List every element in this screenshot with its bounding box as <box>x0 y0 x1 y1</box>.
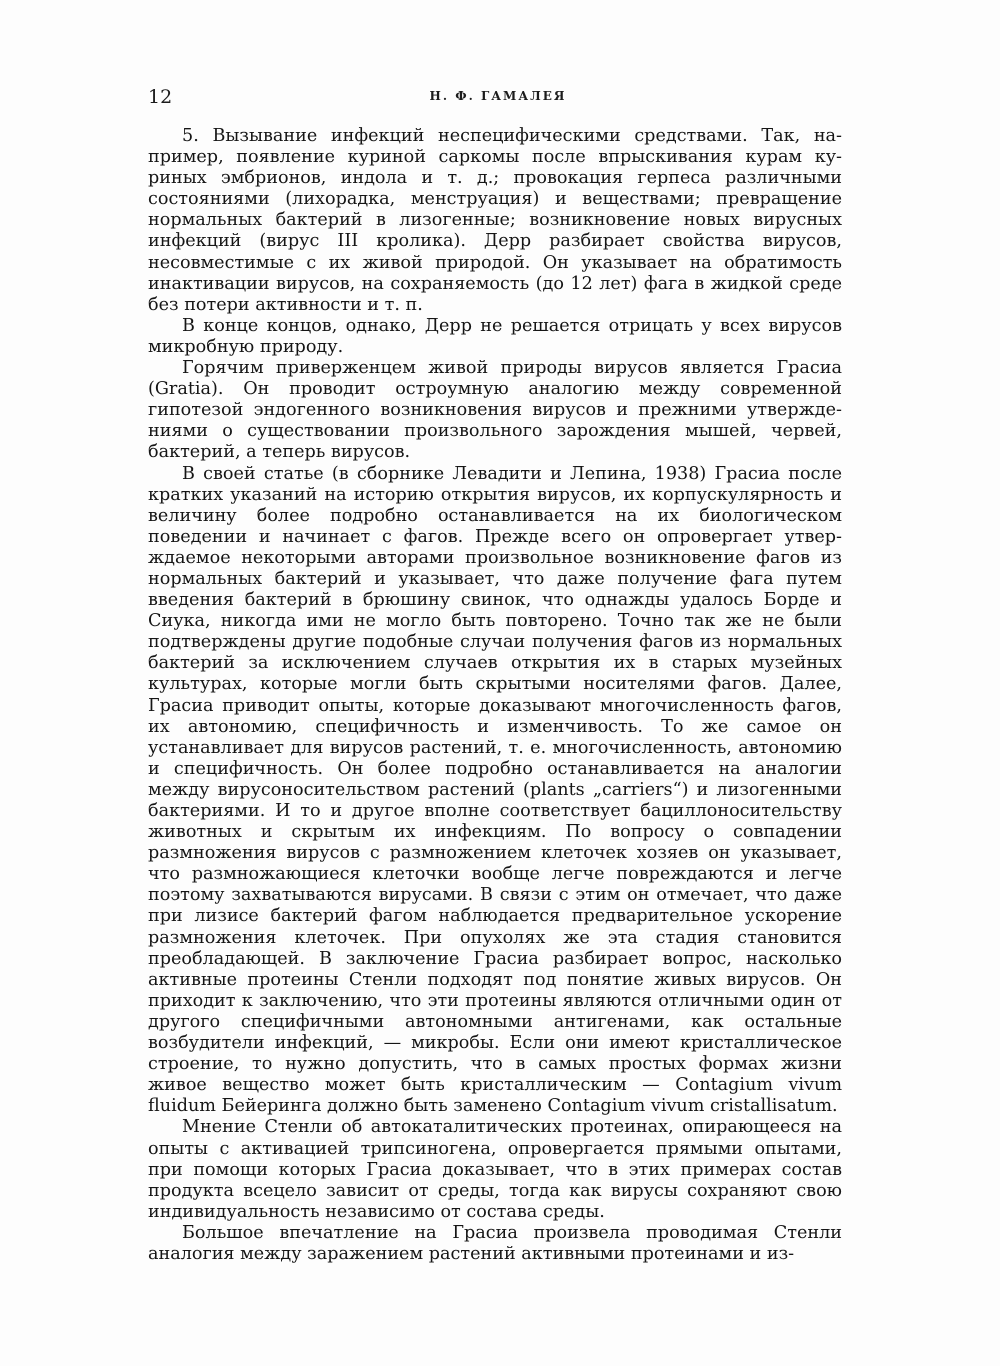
paragraph-6: Большое впечатление на Грасиа произвела проводимая Стенли аналогия между заражением растений активными протеинами и из- <box>148 1222 842 1264</box>
page-header <box>148 86 848 110</box>
paragraph-5: Мнение Стенли об автокаталитических протеинах, опирающееся на опыты с активацией трипсиногена, опровергается прямыми опытами, при помощи которых Грасиа доказывает, что в этих примерах состав продукта всецело зависит от среды, тогда как вирусы сохраняют свою индивидуальность независимо от состава среды. <box>148 1117 842 1222</box>
running-head: Н. Ф. ГАМАЛЕЯ <box>429 89 567 103</box>
body-text <box>148 126 842 1265</box>
paragraph-2: В конце концов, однако, Дерр не решается отрицать у всех вирусов микробную природу. <box>148 315 842 357</box>
paragraph-3: Горячим приверженцем живой природы вирусов является Грасиа (Gratia). Он проводит остроумную аналогию между современной гипотезой эндогенного возникновения вирусов и прежними утверждениями о существовании произвольного зарождения мышей, червей, бактерий, а теперь вирусов. <box>148 358 842 463</box>
page-number: 12 <box>148 86 173 108</box>
paragraph-1: 5. Вызывание инфекций неспецифическими средствами. Так, например, появление куриной саркомы после впрыскивания курам куриных эмбрионов, индола и т. д.; провокация герпеса различными состояниями (лихорадка, менструация) и веществами; превращение нормальных бактерий в лизогенные; возникновение новых вирусных инфекций (вирус III кролика). Дерр разбирает свойства вирусов, несовместимые с их живой природой. Он указывает на обратимость инактивации вирусов, на сохраняемость (до 12 лет) фага в жидкой среде без потери активности и т. п. <box>148 126 842 315</box>
paragraph-4: В своей статье (в сборнике Левадити и Лепина, 1938) Грасиа после кратких указаний на историю открытия вирусов, их корпускулярность и величину более подробно останавливается на их биологическом поведении и начинает с фагов. Прежде всего он опровергает утверждаемое некоторыми авторами произвольное возникновение фагов из нормальных бактерий и указывает, что даже получение фага путем введения бактерий в брюшину свинок, что однажды удалось Борде и Сиука, никогда ими не могло быть повторено. Точно так же не были подтверждены другие подобные случаи получения фагов из нормальных бактерий за исключением случаев открытия их в старых музейных культурах, которые могли быть скрытыми носителями фагов. Далее, Грасиа приводит опыты, которые доказывают многочисленность фагов, их автономию, специфичность и изменчивость. То же самое он устанавливает для вирусов растений, т. е. многочисленность, автономию и специфичность. Он более подробно останавливается на аналогии между вирусоносительством растений (plants „carriers“) и лизогенными бактериями. И то и другое вполне соответствует бациллоносительству животных и скрытым их инфекциям. По вопросу о совпадении размножения вирусов с размножением клеточек хозяев он указывает, что размножающиеся клеточки вообще легче повреждаются и легче поэтому захватываются вирусами. В связи с этим он отмечает, что даже при лизисе бактерий фагом наблюдается предварительное ускорение размножения клеточек. При опухолях же эта стадия становится преобладающей. В заключение Грасиа разбирает вопрос, насколько активные протеины Стенли подходят под понятие живых вирусов. Он приходит к заключению, что эти протеины являются отличными один от другого специфичными автономными антигенами, как остальные возбудители инфекций, — микробы. Если они имеют кристаллическое строение, то нужно допустить, что в самых простых формах жизни живое вещество может быть кристаллическим — Contagium vivum fluidum Бейеринга должно быть заменено Contagium vivum cristallisatum. <box>148 463 842 1117</box>
